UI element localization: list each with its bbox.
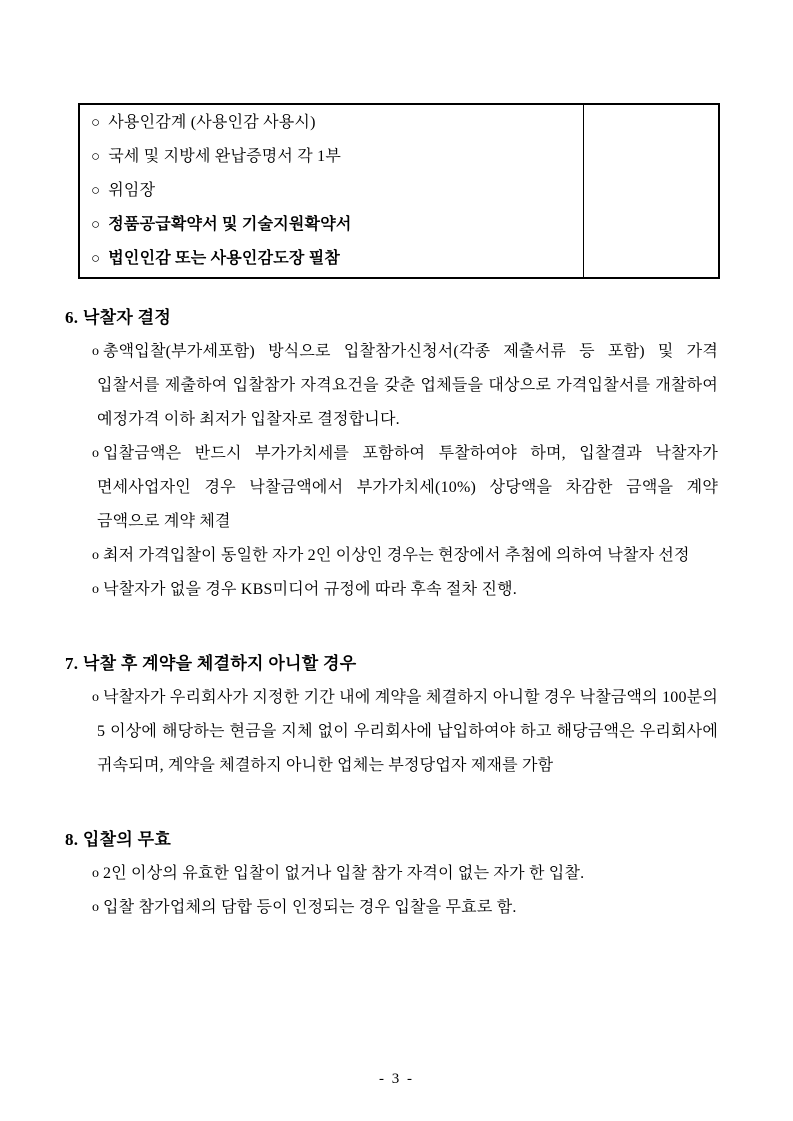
checklist-item [91, 174, 583, 208]
bullet-marker: o [92, 690, 100, 705]
bullet-text: 낙찰자가 우리회사가 지정한 기간 내에 계약을 체결하지 아니할 경우 낙찰금액의 100분의 5 이상에 해당하는 현금을 지체 없이 우리회사에 납입하여야 하고 해당금액은 우리회사에 귀속되며, 계약을 체결하지 아니한 업체는 부정당업자 제재를 가함 [97, 689, 718, 774]
checklist-item-text: 국세 및 지방세 완납증명서 각 1부 [108, 148, 341, 165]
checklist-item [91, 242, 583, 276]
checklist-item-text: 정품공급확약서 및 기술지원확약서 [108, 216, 352, 233]
circle-marker-icon: ○ [91, 183, 101, 199]
checklist-table-cell [80, 105, 583, 277]
bullet-marker: o [92, 866, 100, 881]
checklist-item [91, 208, 583, 242]
bullet-text: 낙찰자가 없을 경우 KBS미디어 규정에 따라 후속 절차 진행. [103, 581, 517, 598]
section-title: 7. 낙찰 후 계약을 체결하지 아니할 경우 [65, 654, 357, 673]
checklist-table-empty-cell [583, 105, 718, 277]
bullet-text: 최저 가격입찰이 동일한 자가 2인 이상인 경우는 현장에서 추첨에 의하여 낙찰자 선정 [103, 547, 690, 564]
section-title: 8. 입찰의 무효 [65, 830, 172, 849]
bullet-text: 입찰 참가업체의 담합 등이 인정되는 경우 입찰을 무효로 함. [103, 899, 517, 916]
bullet-item [65, 891, 718, 925]
bullet-list [65, 857, 718, 925]
bullet-item [65, 437, 718, 539]
document-section [65, 301, 718, 607]
bullet-item [65, 573, 718, 607]
section-title: 6. 낙찰자 결정 [65, 308, 172, 327]
checklist-table [78, 103, 720, 279]
circle-marker-icon: ○ [91, 251, 101, 267]
bullet-text: 총액입찰(부가세포함) 방식으로 입찰참가신청서(각종 제출서류 등 포함) 및 가격 입찰서를 제출하여 입찰참가 자격요건을 갖춘 업체들을 대상으로 가격입찰서를 개찰하여 예정가격 이하 최저가 입찰자로 결정합니다. [97, 343, 718, 428]
bullet-list [65, 681, 718, 783]
bullet-marker: o [92, 344, 100, 359]
checklist-item-text: 법인인감 또는 사용인감도장 필참 [108, 250, 341, 267]
checklist-item-text: 사용인감계 (사용인감 사용시) [108, 114, 316, 131]
bullet-item [65, 539, 718, 573]
bullet-marker: o [92, 900, 100, 915]
bullet-marker: o [92, 446, 100, 461]
document-section [65, 823, 718, 925]
document-content [65, 0, 718, 925]
bullet-marker: o [92, 548, 100, 563]
checklist-item [91, 140, 583, 174]
document-section [65, 647, 718, 783]
sections-container [65, 301, 718, 925]
bullet-marker: o [92, 582, 100, 597]
circle-marker-icon: ○ [91, 115, 101, 131]
circle-marker-icon: ○ [91, 149, 101, 165]
bullet-text: 입찰금액은 반드시 부가가치세를 포함하여 투찰하여야 하며, 입찰결과 낙찰자가 면세사업자인 경우 낙찰금액에서 부가가치세(10%) 상당액을 차감한 금액을 계약 금액으로 계약 체결 [97, 445, 718, 530]
bullet-item [65, 857, 718, 891]
checklist-item-text: 위임장 [108, 182, 156, 199]
checklist-item [91, 106, 583, 140]
bullet-list [65, 335, 718, 607]
bullet-item [65, 681, 718, 783]
page-number: - 3 - [379, 1071, 414, 1087]
bullet-item [65, 335, 718, 437]
circle-marker-icon: ○ [91, 217, 101, 233]
bullet-text: 2인 이상의 유효한 입찰이 없거나 입찰 참가 자격이 없는 자가 한 입찰. [103, 865, 585, 882]
